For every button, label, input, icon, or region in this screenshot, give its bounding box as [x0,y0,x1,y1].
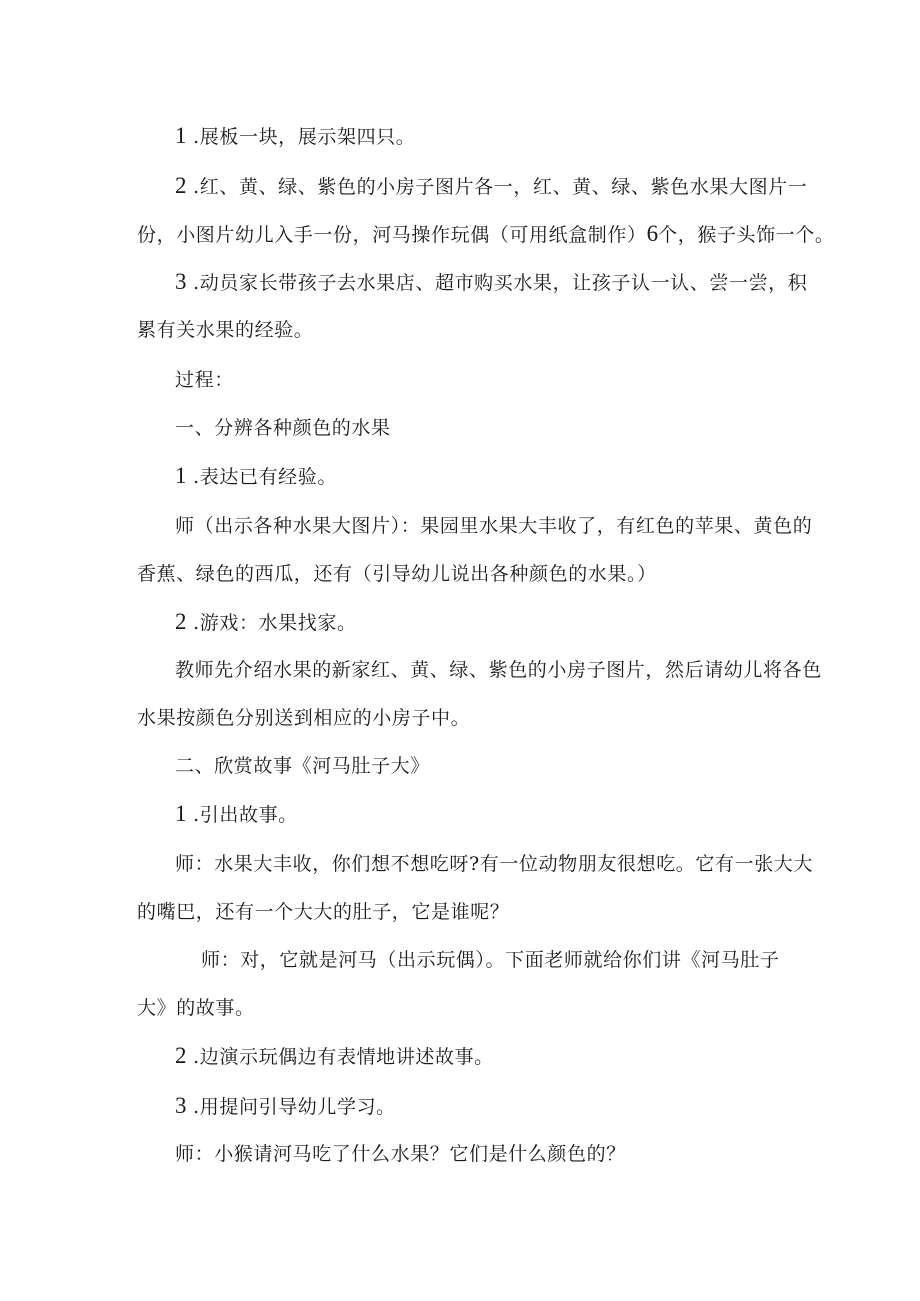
teacher-line-2: 师：水果大丰收，你们想不想吃呀?有一位动物朋友很想吃。它有一张大大 [175,853,813,875]
item-number: 3 [175,1093,187,1118]
list-item-1c [175,802,835,827]
list-item-2c [175,1044,835,1069]
item-text: .用提问引导幼儿学习。 [186,1096,396,1118]
item-text: .边演示玩偶边有表情地讲述故事。 [186,1046,494,1068]
item-text: .展板一块，展示架四只。 [186,126,416,148]
item-number: 2 [175,173,187,198]
item-number: 1 [175,463,187,488]
paragraph-line-cont: 水果按颜色分别送到相应的小房子中。 [137,707,471,729]
quantity-number: 6 [646,221,659,246]
teacher-line-1: 师（出示各种水果大图片）：果园里水果大丰收了，有红色的苹果、黄色的 [175,515,813,537]
item-number: 2 [175,609,187,634]
item-text: .游戏：水果找家。 [186,612,357,634]
item-text: .红、黄、绿、紫色的小房子图片各一，红、黄、绿、紫色水果大图片一 [186,176,808,198]
item-number: 1 [175,801,187,826]
item-text: 个，猴子头饰一个。 [658,224,835,246]
teacher-line-1-cont: 香蕉、绿色的西瓜，还有（引导幼儿说出各种颜色的水果。） [137,563,657,585]
section-heading-2: 二、欣赏故事《河马肚子大》 [175,755,430,777]
paragraph-line: 教师先介绍水果的新家红、黄、绿、紫色的小房子图片，然后请幼儿将各色 [175,659,822,681]
item-text: .引出故事。 [186,804,298,826]
list-item-2-line-1 [175,173,808,199]
list-item-3-line-2 [137,318,797,342]
list-item-3c [175,1094,835,1119]
list-item-1 [175,124,835,149]
process-heading: 过程： [175,369,234,391]
item-number: 1 [175,123,187,148]
teacher-line-3: 师：对，它就是河马（出示玩偶）。下面老师就给你们讲《河马肚子 [201,949,780,971]
item-text: .表达已有经验。 [186,466,337,488]
item-number: 3 [175,269,187,294]
list-item-1b [175,464,835,489]
list-item-2b [175,610,835,635]
item-text: 累有关水果的经验。 [137,319,314,341]
list-item-3-line-1 [175,269,808,295]
item-text: .动员家长带孩子去水果店、超市购买水果，让孩子认一认、尝一尝，积 [186,272,808,294]
item-number: 2 [175,1043,187,1068]
list-item-2-line-2 [137,221,835,247]
item-text: 份，小图片幼儿入手一份，河马操作玩偶（可用纸盒制作） [137,224,647,246]
teacher-line-4: 师：小猴请河马吃了什么水果？它们是什么颜色的？ [175,1143,626,1165]
teacher-line-3-cont: 大》的故事。 [137,997,255,1019]
teacher-line-2-cont: 的嘴巴，还有一个大大的肚子，它是谁呢？ [137,901,510,923]
section-heading-1: 一、分辨各种颜色的水果 [175,417,391,439]
